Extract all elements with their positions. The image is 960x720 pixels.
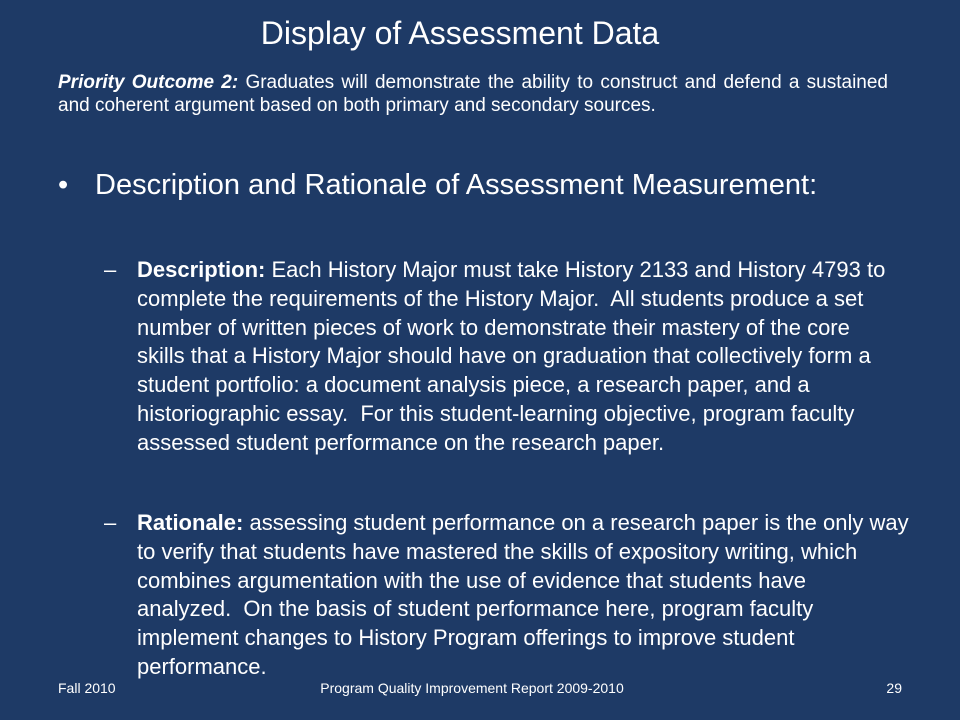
rationale-text: combines argumentation with the use of evidence that students have <box>137 567 806 593</box>
description-line <box>137 314 917 343</box>
description-line <box>137 371 917 400</box>
description-text-block <box>137 256 917 458</box>
description-text: Each History Major must take History 2133 and History 4793 to <box>271 257 886 282</box>
rationale-text: performance. <box>137 653 267 679</box>
description-line <box>137 256 917 285</box>
footer-title: Program Quality Improvement Report 2009-2010 <box>320 680 624 696</box>
bullet-marker: • <box>58 169 69 201</box>
main-bullet <box>58 167 858 203</box>
rationale-text: analyzed. On the basis of student performance here, program faculty <box>137 596 814 622</box>
dash-marker: – <box>104 257 117 282</box>
description-line <box>137 342 917 371</box>
rationale-line <box>137 567 917 596</box>
description-text: student portfolio: a document analysis piece, a research paper, and a <box>137 372 810 398</box>
rationale-text: implement changes to History Program offerings to improve student <box>137 625 795 651</box>
rationale-text-block <box>137 509 917 682</box>
rationale-text: assessing student performance on a research paper is the only way <box>249 510 909 535</box>
slide-number: 29 <box>886 680 902 696</box>
description-line <box>137 400 917 429</box>
priority-outcome-text: Graduates will demonstrate the ability to construct and defend a sustained <box>245 72 889 93</box>
description-line <box>137 429 917 458</box>
priority-outcome-label: Priority Outcome 2: <box>58 72 239 93</box>
rationale-line <box>137 624 917 653</box>
description-text: assessed student performance on the research paper. <box>137 429 665 455</box>
description-item <box>102 256 922 458</box>
rationale-item <box>102 509 922 682</box>
rationale-text: to verify that students have mastered the skills of expository writing, which <box>137 538 858 564</box>
rationale-line <box>137 538 917 567</box>
priority-outcome <box>58 71 888 117</box>
priority-outcome-line <box>58 71 888 94</box>
dash-marker: – <box>104 510 117 535</box>
description-text: historiographic essay. For this student-learning objective, program faculty <box>137 400 855 426</box>
rationale-line <box>137 653 917 682</box>
description-text: skills that a History Major should have on graduation that collectively form a <box>137 343 871 369</box>
description-label: Description: <box>137 257 266 282</box>
description-text: complete the requirements of the History Major. All students produce a set <box>137 285 864 311</box>
main-bullet-text: Description and Rationale of Assessment Measurement: <box>95 169 818 201</box>
rationale-label: Rationale: <box>137 510 244 535</box>
slide-title: Display of Assessment Data <box>260 15 660 51</box>
footer-date: Fall 2010 <box>58 680 116 696</box>
rationale-line <box>137 509 917 538</box>
priority-outcome-line: and coherent argument based on both primary and secondary sources. <box>58 95 656 116</box>
rationale-line <box>137 595 917 624</box>
description-text: number of written pieces of work to demonstrate their mastery of the core <box>137 314 850 340</box>
description-line <box>137 285 917 314</box>
